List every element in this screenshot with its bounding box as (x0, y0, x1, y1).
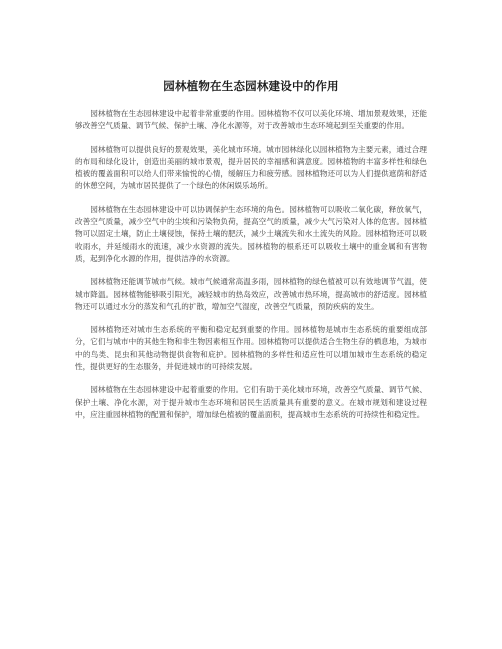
paragraph-climate: 园林植物还能调节城市气候。城市气候通常高温多雨，园林植物的绿色植被可以有效地调节气温，使城市降温。园林植物能够吸引阳光，减轻城市的热岛效应，改善城市热环境，提高城市的舒适度。园林植物还可以通过水分的蒸发和气孔的扩散，增加空气湿度，改善空气质量，预防疾病的发生。 (75, 277, 427, 311)
document-page (75, 78, 427, 432)
paragraph-ecosystem: 园林植物还对城市生态系统的平衡和稳定起到重要的作用。园林植物是城市生态系统的重要组成部分，它们与城市中的其他生物和非生物因素相互作用。园林植物可以提供适合生物生存的栖息地，为城市中的鸟类、昆虫和其他动物提供食物和庇护。园林植物的多样性和适应性可以增加城市生态系统的稳定性，提供更好的生态服务，并促进城市的可持续发展。 (75, 325, 427, 372)
paragraph-landscape: 园林植物可以提供良好的景观效果，美化城市环境。城市园林绿化以园林植物为主要元素，通过合理的布局和绿化设计，创造出美丽的城市景观，提升居民的幸福感和满意度。园林植物的丰富多样性和绿色植被的覆盖面积可以给人们带来愉悦的心情，缓解压力和疲劳感。园林植物还可以为人们提供遮荫和舒适的休憩空间，为城市居民提供了一个绿色的休闲娱乐场所。 (75, 144, 427, 191)
document-title: 园林植物在生态园林建设中的作用 (163, 79, 339, 93)
paragraph-conclusion: 园林植物在生态园林建设中起着重要的作用。它们有助于美化城市环境，改善空气质量、调节气候、保护土壤、净化水源，对于提升城市生态环境和居民生活质量具有重要的意义。在城市规划和建设过程中，应注重园林植物的配置和保护，增加绿色植被的覆盖面积，提高城市生态系统的可持续性和稳定性。 (75, 385, 427, 419)
paragraph-ecology: 园林植物在生态园林建设中可以协调保护生态环境的角色。园林植物可以吸收二氧化碳，释放氧气，改善空气质量，减少空气中的尘埃和污染物负荷，提高空气的质量，减少大气污染对人体的危害。园林植物可以固定土壤，防止土壤侵蚀，保持土壤的肥沃，减少土壤流失和水土流失的风险。园林植物还可以吸收雨水，并延缓雨水的流速，减少水资源的流失。园林植物的根系还可以吸收土壤中的重金属和有害物质，起到净化水源的作用，提供洁净的水资源。 (75, 204, 427, 263)
paragraph-intro: 园林植物在生态园林建设中起着非常重要的作用。园林植物不仅可以美化环境、增加景观效果，还能够改善空气质量、调节气候、保护土壤、净化水源等，对于改善城市生态环境起到至关重要的作用。 (75, 109, 427, 131)
